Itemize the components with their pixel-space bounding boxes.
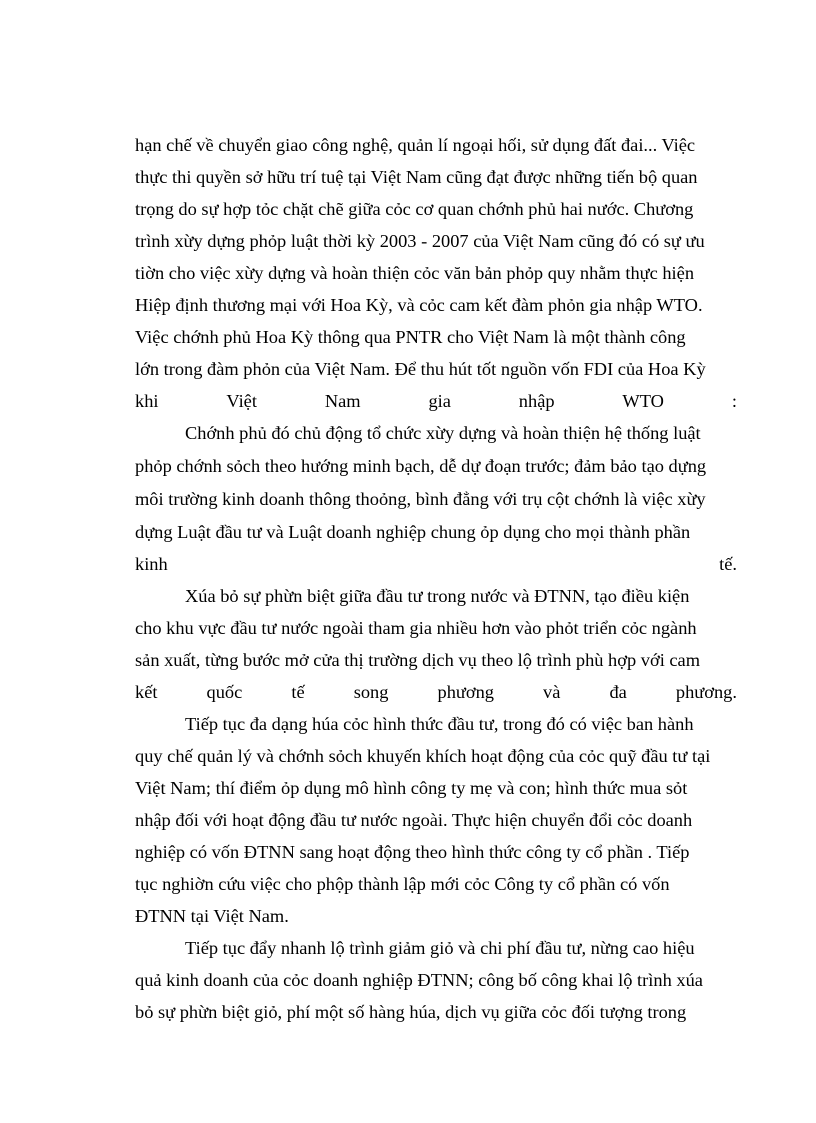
word: tế xyxy=(291,682,305,702)
word: Việt xyxy=(226,391,257,411)
text-line-justified xyxy=(135,677,737,707)
text-line: ĐTNN tại Việt Nam. xyxy=(135,906,289,926)
text-line: tiờn cho việc xừy dựng và hoàn thiện cỏc văn bản phỏp quy nhằm thực hiện xyxy=(135,263,695,283)
text-line: cho khu vực đầu tư nước ngoài tham gia nhiều hơn vào phỏt triển cỏc ngành xyxy=(135,618,697,638)
word: : xyxy=(731,391,737,411)
word: phương xyxy=(437,682,494,702)
text-line: hạn chế về chuyển giao công nghệ, quản lí ngoại hối, sử dụng đất đai... Việc xyxy=(135,135,696,155)
text-line: Chớnh phủ đó chủ động tổ chức xừy dựng và hoàn thiện hệ thống luật xyxy=(185,423,701,443)
text-line: tục nghiờn cứu việc cho phộp thành lập mới cỏc Công ty cổ phần có vốn xyxy=(135,874,670,894)
text-line: trình xừy dựng phỏp luật thời kỳ 2003 - 2007 của Việt Nam cũng đó có sự ưu xyxy=(135,231,705,251)
word: gia xyxy=(428,391,451,411)
text-line: Tiếp tục đẩy nhanh lộ trình giảm giỏ và chi phí đầu tư, nừng cao hiệu xyxy=(185,938,695,958)
word: phương. xyxy=(675,682,737,702)
text-line: môi trường kinh doanh thông thoỏng, bình đẳng với trụ cột chớnh là việc xừy xyxy=(135,489,706,509)
text-line: Hiệp định thương mại với Hoa Kỳ, và cỏc cam kết đàm phỏn gia nhập WTO. xyxy=(135,295,703,315)
word: kinh xyxy=(135,554,168,574)
text-line: lớn trong đàm phỏn của Việt Nam. Để thu hút tốt nguồn vốn FDI của Hoa Kỳ xyxy=(135,359,706,379)
word: kết xyxy=(135,682,158,702)
text-line: Tiếp tục đa dạng húa cỏc hình thức đầu tư, trong đó có việc ban hành xyxy=(185,714,694,734)
word: và xyxy=(543,682,561,702)
text-line: bỏ sự phừn biệt giỏ, phí một số hàng húa, dịch vụ giữa cỏc đối tượng trong xyxy=(135,1002,687,1022)
text-line: Xúa bỏ sự phừn biệt giữa đầu tư trong nước và ĐTNN, tạo điều kiện xyxy=(185,586,690,606)
text-line: nhập đối với hoạt động đầu tư nước ngoài. Thực hiện chuyển đổi cỏc doanh xyxy=(135,810,693,830)
word: khi xyxy=(135,391,159,411)
text-line: sản xuất, từng bước mở cửa thị trường dịch vụ theo lộ trình phù hợp với cam xyxy=(135,650,701,670)
text-line: nghiệp có vốn ĐTNN sang hoạt động theo hình thức công ty cổ phần . Tiếp xyxy=(135,842,690,862)
text-line: trọng do sự hợp tỏc chặt chẽ giữa cỏc cơ quan chớnh phủ hai nước. Chương xyxy=(135,199,694,219)
word: đa xyxy=(609,682,627,702)
text-line: Việc chớnh phủ Hoa Kỳ thông qua PNTR cho Việt Nam là một thành công xyxy=(135,327,686,347)
text-line: quả kinh doanh của cỏc doanh nghiệp ĐTNN; công bố công khai lộ trình xúa xyxy=(135,970,703,990)
text-line: Việt Nam; thí điểm ỏp dụng mô hình công ty mẹ và con; hình thức mua sỏt xyxy=(135,778,688,798)
word: Nam xyxy=(324,391,361,411)
word: quốc xyxy=(206,682,243,702)
word: song xyxy=(353,682,389,702)
text-line-justified xyxy=(135,386,737,416)
word: tế. xyxy=(719,554,737,574)
word: nhập xyxy=(518,391,555,411)
word: WTO xyxy=(622,391,664,411)
text-line: thực thi quyền sở hữu trí tuệ tại Việt Nam cũng đạt được những tiến bộ quan xyxy=(135,167,698,187)
text-line-justified xyxy=(135,549,737,579)
text-line: dựng Luật đầu tư và Luật doanh nghiệp chung ỏp dụng cho mọi thành phần xyxy=(135,522,691,542)
text-line: quy chế quản lý và chớnh sỏch khuyến khích hoạt động của cỏc quỹ đầu tư tại xyxy=(135,746,711,766)
text-line: phỏp chớnh sỏch theo hướng minh bạch, dễ dự đoạn trước; đảm bảo tạo dựng xyxy=(135,456,707,476)
